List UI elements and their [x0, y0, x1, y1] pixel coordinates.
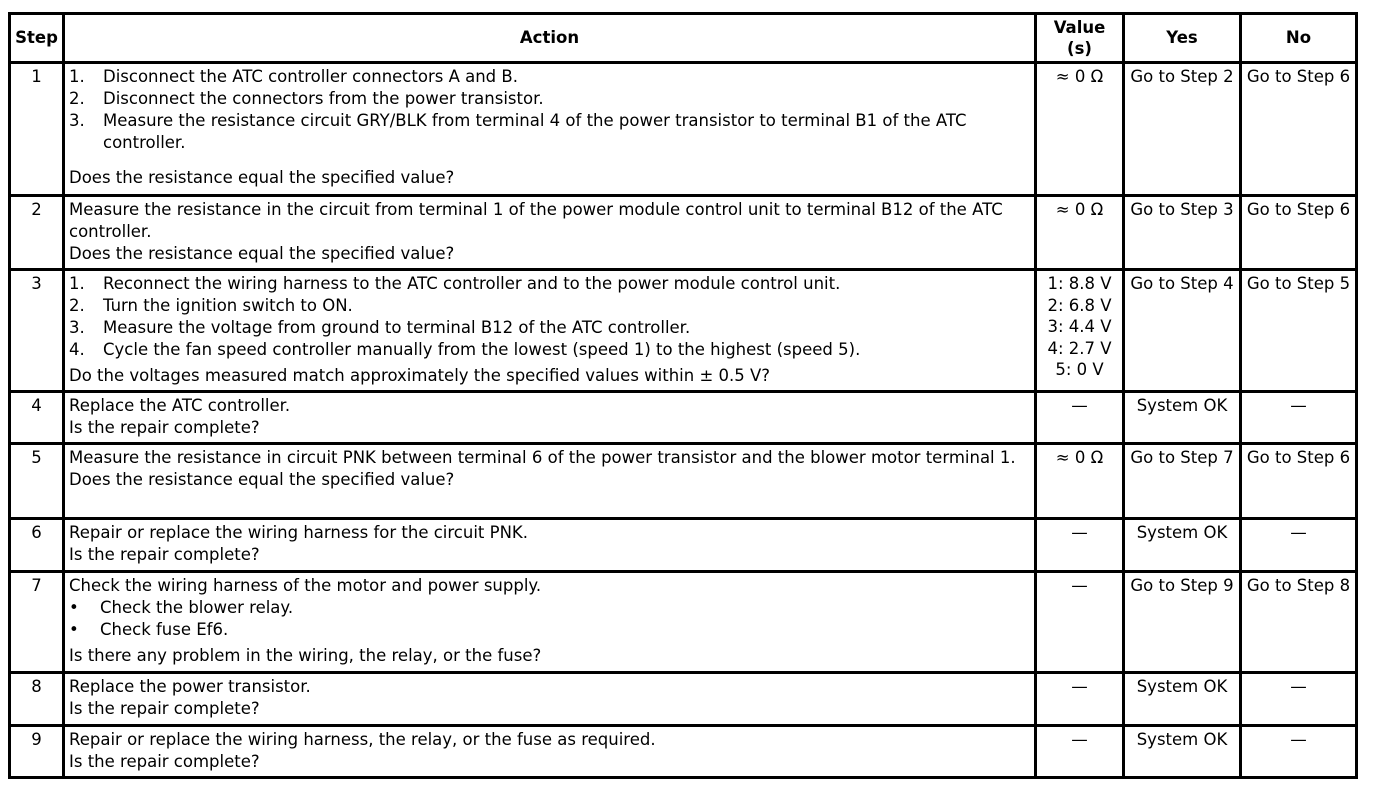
action-cell — [64, 63, 1036, 196]
yes-cell: Go to Step 3 — [1124, 196, 1241, 270]
question-text: Is there any problem in the wiring, the relay, or the fuse? — [69, 646, 542, 665]
list-item — [69, 339, 1030, 361]
table-row — [10, 196, 1357, 270]
header-row — [10, 14, 1357, 63]
action-cell — [64, 572, 1036, 673]
table-row — [10, 726, 1357, 778]
list-item — [69, 317, 1030, 339]
action-cell — [64, 270, 1036, 392]
question-text: Is the repair complete? — [69, 752, 260, 771]
table-row — [10, 444, 1357, 519]
list-number: 2. — [69, 89, 85, 108]
list-number: 3. — [69, 318, 85, 337]
list-item — [69, 295, 1030, 317]
table-row — [10, 572, 1357, 673]
yes-header: Yes — [1124, 14, 1241, 63]
list-number: 1. — [69, 67, 85, 86]
value-cell: — — [1036, 726, 1124, 778]
voltage-value: 2: 6.8 V — [1047, 295, 1112, 315]
table-row — [10, 519, 1357, 572]
no-header: No — [1241, 14, 1357, 63]
value-cell: — — [1036, 392, 1124, 444]
action-text: Check the wiring harness of the motor and power supply. — [69, 576, 542, 595]
voltage-value: 3: 4.4 V — [1047, 317, 1112, 336]
bullet-item — [69, 619, 1030, 641]
voltage-value: 4: 2.7 V — [1047, 338, 1112, 358]
action-cell — [64, 196, 1036, 270]
value-cell: — — [1036, 673, 1124, 726]
step-number: 3 — [10, 270, 64, 392]
yes-cell: Go to Step 7 — [1124, 444, 1241, 519]
action-text: Replace the ATC controller. — [69, 396, 291, 415]
yes-cell: System OK — [1124, 519, 1241, 572]
value-cell: ≈ 0 Ω — [1036, 63, 1124, 196]
list-text: Disconnect the connectors from the power transistor. — [103, 89, 544, 108]
voltage-value: 5: 0 V — [1055, 360, 1104, 379]
table-row — [10, 270, 1357, 392]
table-row — [10, 63, 1357, 196]
list-text: Measure the voltage from ground to terminal B12 of the ATC controller. — [103, 318, 691, 337]
yes-cell: Go to Step 4 — [1124, 270, 1241, 392]
action-cell — [64, 673, 1036, 726]
no-cell: Go to Step 8 — [1241, 572, 1357, 673]
yes-cell: System OK — [1124, 726, 1241, 778]
question-text: Do the voltages measured match approximately the specified values within ± 0.5 V? — [69, 366, 771, 385]
action-text: Repair or replace the wiring harness for the circuit PNK. — [69, 523, 528, 542]
no-cell: — — [1241, 519, 1357, 572]
step-header: Step — [10, 14, 64, 63]
yes-cell: Go to Step 9 — [1124, 572, 1241, 673]
troubleshooting-table — [8, 12, 1358, 779]
value-cell — [1036, 270, 1124, 392]
bullet-text: Check fuse Ef6. — [100, 620, 229, 639]
value-cell: ≈ 0 Ω — [1036, 196, 1124, 270]
list-text: Measure the resistance circuit GRY/BLK from terminal 4 of the power transistor to terminal B1 of the ATC controller. — [103, 111, 967, 152]
step-number: 6 — [10, 519, 64, 572]
action-text: Measure the resistance in circuit PNK between terminal 6 of the power transistor and the blower motor terminal 1. — [69, 448, 1016, 467]
action-text: Replace the power transistor. — [69, 677, 311, 696]
no-cell: Go to Step 6 — [1241, 63, 1357, 196]
value-header: Value (s) — [1036, 14, 1124, 63]
step-number: 1 — [10, 63, 64, 196]
yes-cell: Go to Step 2 — [1124, 63, 1241, 196]
bullet-text: Check the blower relay. — [100, 598, 294, 617]
no-cell: — — [1241, 673, 1357, 726]
action-header: Action — [64, 14, 1036, 63]
no-cell: Go to Step 6 — [1241, 444, 1357, 519]
bullet-icon: • — [69, 598, 79, 617]
list-text: Reconnect the wiring harness to the ATC controller and to the power module control unit. — [103, 274, 841, 293]
list-text: Cycle the fan speed controller manually from the lowest (speed 1) to the highest (speed 5). — [103, 340, 861, 359]
question-text: Is the repair complete? — [69, 545, 260, 564]
question-text: Does the resistance equal the specified value? — [69, 244, 455, 263]
action-text: Measure the resistance in the circuit from terminal 1 of the power module control unit to terminal B12 of the ATC controller. — [69, 200, 1003, 241]
step-number: 8 — [10, 673, 64, 726]
value-cell: — — [1036, 519, 1124, 572]
question-text: Is the repair complete? — [69, 699, 260, 718]
question-text: Does the resistance equal the specified value? — [69, 168, 455, 187]
value-cell: ≈ 0 Ω — [1036, 444, 1124, 519]
list-text: Turn the ignition switch to ON. — [103, 296, 353, 315]
value-cell: — — [1036, 572, 1124, 673]
list-item — [69, 88, 1030, 110]
yes-cell: System OK — [1124, 392, 1241, 444]
list-number: 1. — [69, 274, 85, 293]
no-cell: Go to Step 5 — [1241, 270, 1357, 392]
table-row — [10, 392, 1357, 444]
list-text: Disconnect the ATC controller connectors A and B. — [103, 67, 518, 86]
action-cell — [64, 726, 1036, 778]
bullet-item — [69, 597, 1030, 619]
list-number: 3. — [69, 111, 85, 130]
bullet-icon: • — [69, 620, 79, 639]
step-number: 7 — [10, 572, 64, 673]
voltage-value: 1: 8.8 V — [1047, 274, 1112, 293]
no-cell: — — [1241, 726, 1357, 778]
no-cell: Go to Step 6 — [1241, 196, 1357, 270]
step-number: 5 — [10, 444, 64, 519]
yes-cell: System OK — [1124, 673, 1241, 726]
action-text: Repair or replace the wiring harness, the relay, or the fuse as required. — [69, 730, 656, 749]
list-number: 2. — [69, 296, 85, 315]
list-item — [69, 110, 1030, 154]
action-cell — [64, 519, 1036, 572]
action-cell — [64, 444, 1036, 519]
action-cell — [64, 392, 1036, 444]
list-number: 4. — [69, 340, 85, 359]
step-number: 2 — [10, 196, 64, 270]
list-item — [69, 273, 1030, 295]
table-row — [10, 673, 1357, 726]
list-item — [69, 66, 1030, 88]
question-text: Is the repair complete? — [69, 418, 260, 437]
no-cell: — — [1241, 392, 1357, 444]
step-number: 4 — [10, 392, 64, 444]
step-number: 9 — [10, 726, 64, 778]
question-text: Does the resistance equal the specified value? — [69, 470, 455, 489]
